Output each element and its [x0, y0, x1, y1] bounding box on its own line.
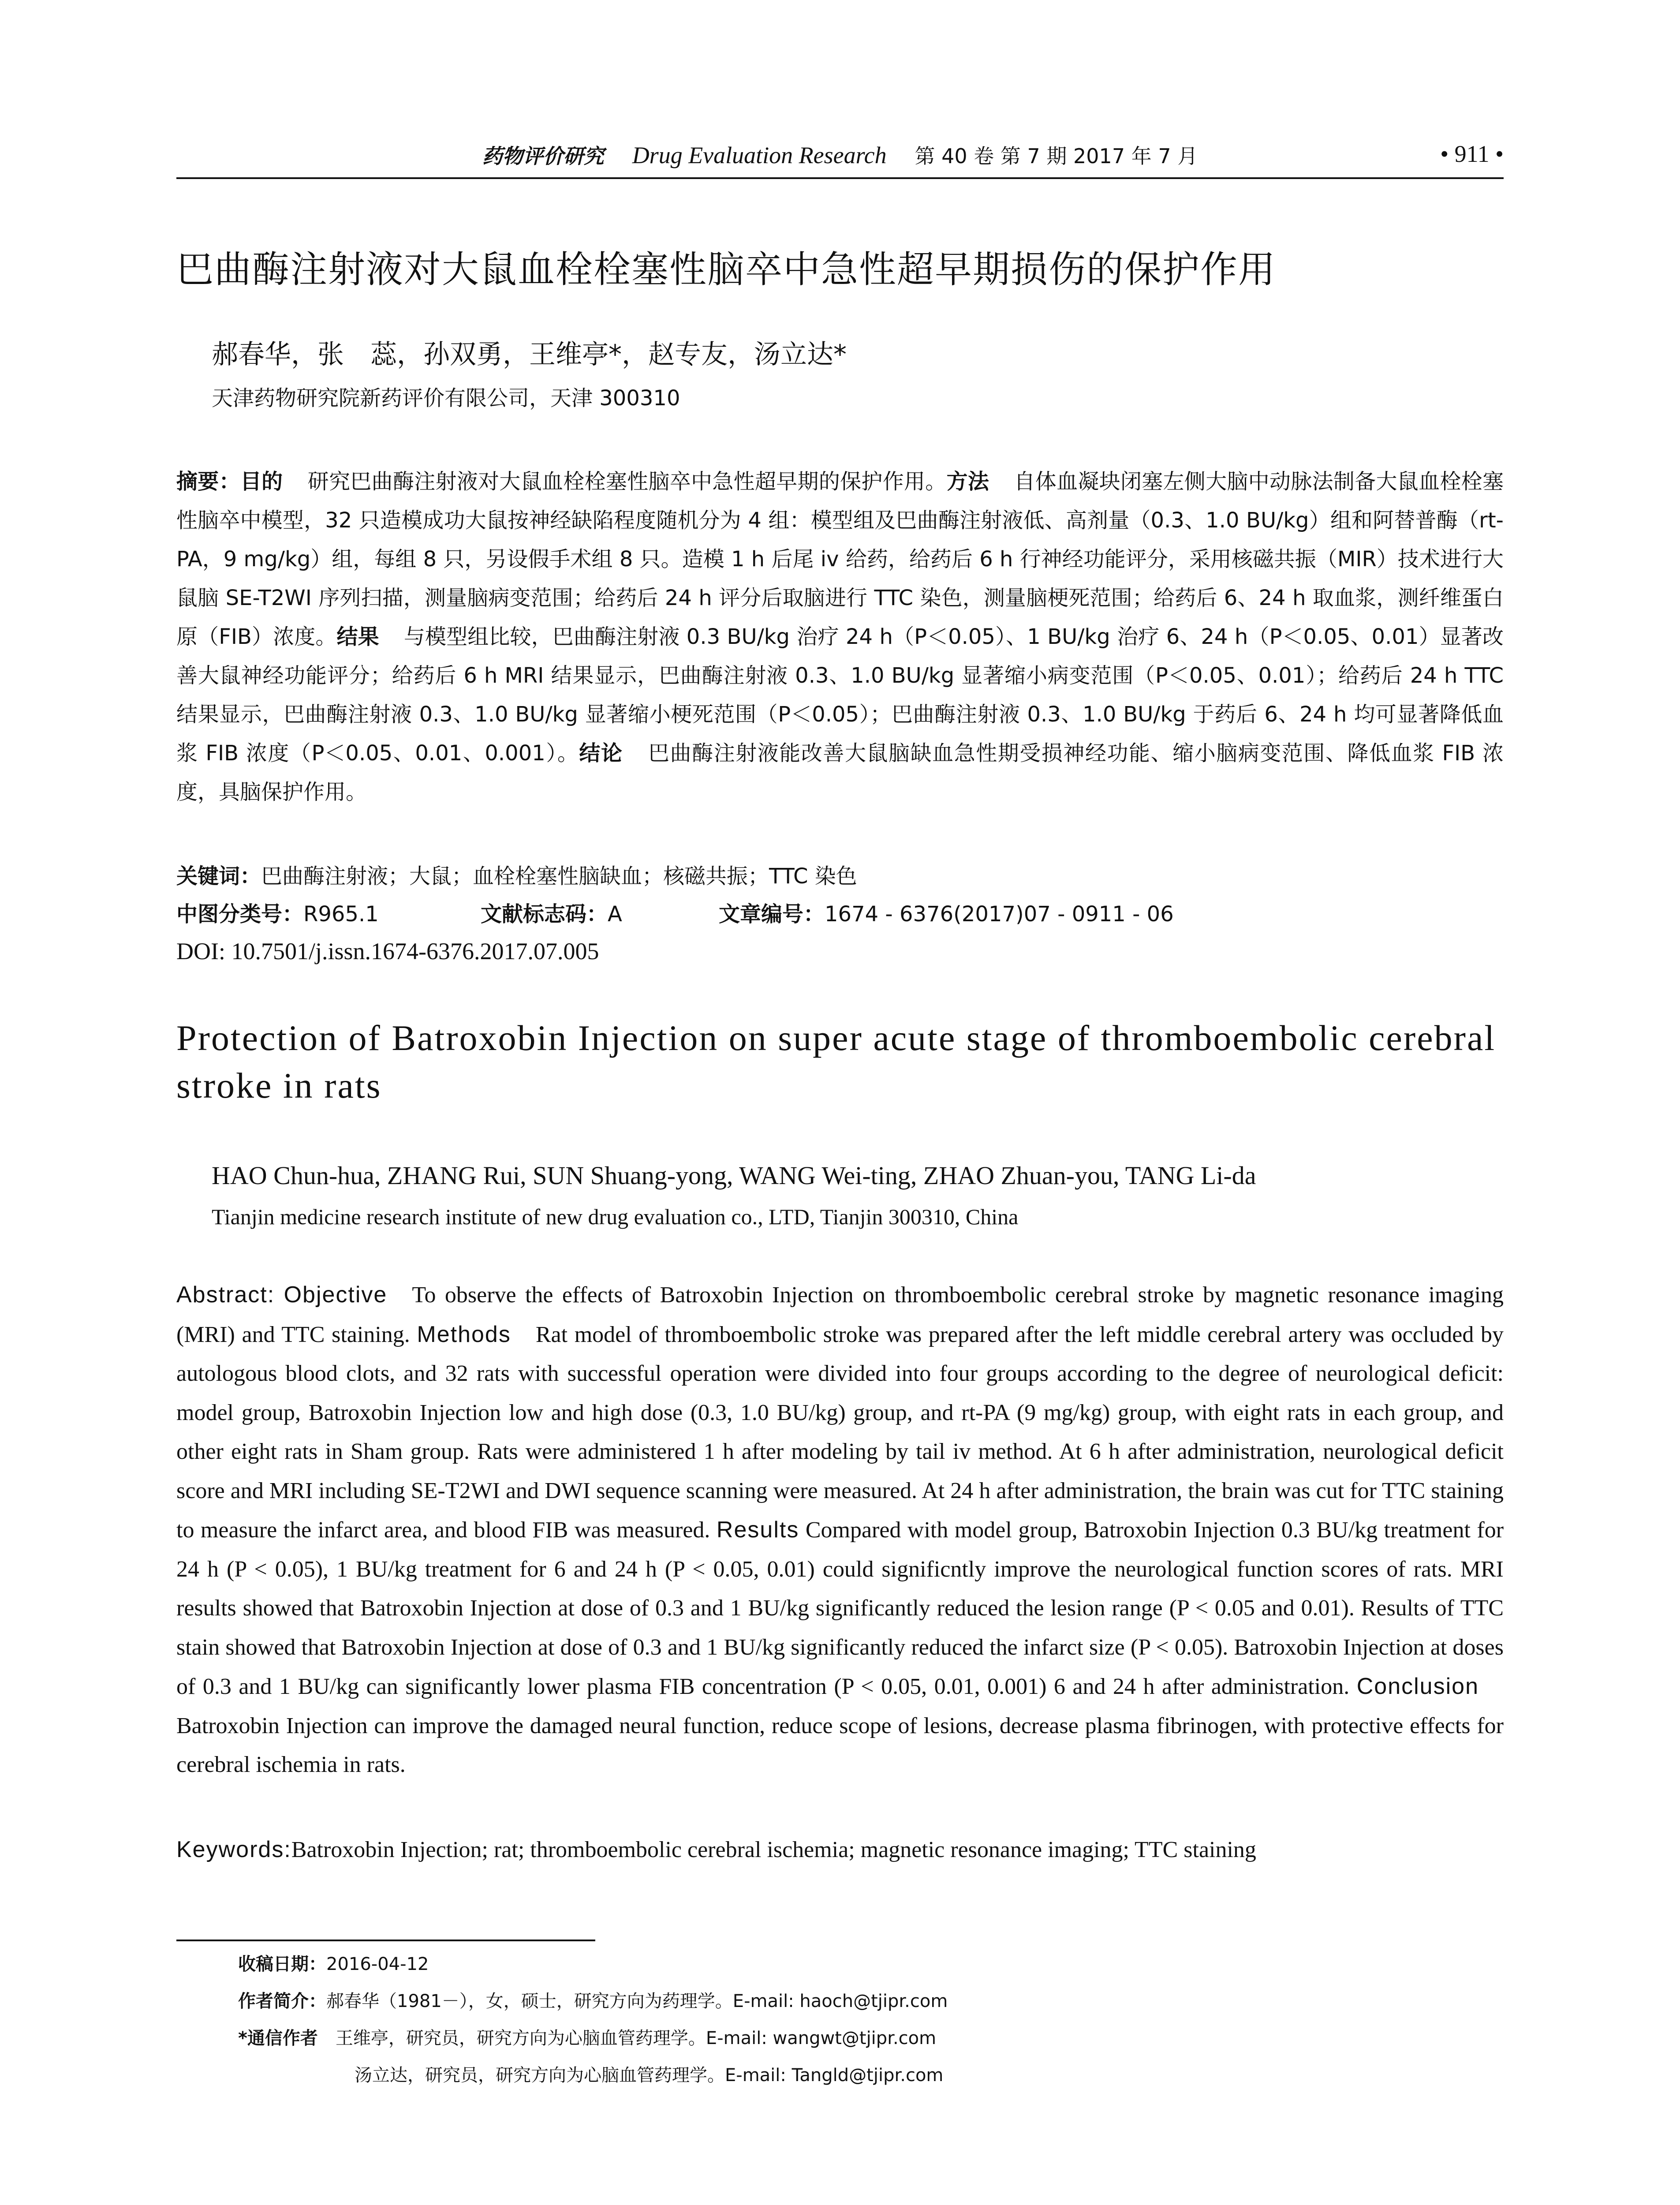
running-header — [176, 140, 1504, 180]
article-no-value: 1674 - 6376(2017)07 - 0911 - 06 — [825, 902, 1174, 927]
keywords-cn-text: 巴曲酶注射液；大鼠；血栓栓塞性脑缺血；核磁共振；TTC 染色 — [261, 864, 857, 889]
author-bio: 郝春华（1981－），女，硕士，研究方向为药理学。E-mail: haoch@tjipr.com — [326, 1991, 948, 2011]
abstract-cn-methods: 自体血凝块闭塞左侧大脑中动脉法制备大鼠血栓栓塞性脑卒中模型，32 只造模成功大鼠按神经缺陷程度随机分为 4 组：模型组及巴曲酶注射液低、高剂量（0.3、1.0 BU/kg）组和阿替普酶（rt-PA，9 mg/kg）组，每组 8 只，另设假手术组 8 只。造模 1 h 后尾 iv 给药，给药后 6 h 行神经功能评分，采用核磁共振（MIR）技术进行大鼠脑 SE-T2WI 序列扫描，测量脑病变范围；给药后 24 h 评分后取脑进行 TTC 染色，测量脑梗死范围；给药后 6、24 h 取血浆，测纤维蛋白原（FIB）浓度。 — [176, 469, 1504, 649]
authors-cn: 郝春华，张 蕊，孙双勇，王维亭*，赵专友，汤立达* — [212, 339, 847, 370]
keywords-en-label: Keywords: — [176, 1837, 291, 1862]
journal-issue: 第 40 卷 第 7 期 2017 年 7 月 — [915, 144, 1198, 168]
article-title-cn: 巴曲酶注射液对大鼠血栓栓塞性脑卒中急性超早期损伤的保护作用 — [176, 248, 1277, 291]
keywords-en-text: Batroxobin Injection; rat; thromboembolic cerebral ischemia; magnetic resonance imaging; TTC staining — [291, 1837, 1256, 1862]
affiliation-cn: 天津药物研究院新药评价有限公司，天津 300310 — [212, 386, 680, 411]
journal-logo-cn: 药物评价研究 — [482, 144, 604, 168]
abstract-en-methods: Rat model of thromboembolic stroke was prepared after the left middle cerebral artery was occluded by autologous blood clots, and 32 rats with successful operation were divided into four groups according to the degree of neurological deficit: model group, Batroxobin Injection low and high dose (0.3, 1.0 BU/kg) group, and rt-PA (9 mg/kg) group, with eight rats in each group, and other eight rats in Sham group. Rats were administered 1 h after modeling by tail iv method. At 6 h after administration, neurological deficit score and MRI including SE-T2WI and DWI sequence scanning were measured. At 24 h after administration, the brain was cut for TTC staining to measure the infarct area, and blood FIB was measured. — [176, 1322, 1504, 1543]
footnotes — [238, 1946, 948, 2094]
abstract-cn-objective: 研究巴曲酶注射液对大鼠血栓栓塞性脑卒中急性超早期的保护作用。 — [307, 469, 947, 494]
corresponding-author-1: 王维亭，研究员，研究方向为心脑血管药理学。E-mail: wangwt@tjipr.com — [335, 2028, 937, 2048]
footnote-author — [238, 1983, 948, 2020]
author-bio-label: 作者简介： — [238, 1991, 326, 2011]
affiliation-en: Tianjin medicine research institute of new drug evaluation co., LTD, Tianjin 300310, China — [212, 1204, 1019, 1229]
received-label: 收稿日期： — [238, 1954, 326, 1974]
page-number: • 911 • — [1440, 141, 1504, 167]
abstract-en-objective: To observe the effects of Batroxobin Injection on thromboembolic cerebral stroke by magnetic resonance imaging (MRI) and TTC staining. — [176, 1282, 1504, 1347]
abstract-en-label: Abstract: — [176, 1282, 275, 1308]
abstract-cn-objective-label: 目的 — [240, 469, 283, 494]
classification-line — [176, 899, 1504, 930]
abstract-cn-results-label: 结果 — [336, 624, 379, 649]
corresponding-author-2: 汤立达，研究员，研究方向为心脑血管药理学。E-mail: Tangld@tjipr.com — [355, 2065, 944, 2085]
keywords-en — [176, 1830, 1504, 1869]
received-date: 2016-04-12 — [326, 1954, 429, 1974]
abstract-en-conclusion: Batroxobin Injection can improve the damaged neural function, reduce scope of lesions, decrease plasma fibrinogen, with protective effects for cerebral ischemia in rats. — [176, 1713, 1504, 1777]
abstract-cn-conclusion-label: 结论 — [579, 741, 623, 766]
abstract-cn-results: 与模型组比较，巴曲酶注射液 0.3 BU/kg 治疗 24 h（P＜0.05）、1 BU/kg 治疗 6、24 h（P＜0.05、0.01）显著改善大鼠神经功能评分；给药后 6 h MRI 结果显示，巴曲酶注射液 0.3、1.0 BU/kg 显著缩小病变范围（P＜0.05、0.01）；给药后 24 h TTC 结果显示，巴曲酶注射液 0.3、1.0 BU/kg 显著缩小梗死范围（P＜0.05）；巴曲酶注射液 0.3、1.0 BU/kg 于药后 6、24 h 均可显著降低血浆 FIB 浓度（P＜0.05、0.01、0.001）。 — [176, 624, 1504, 766]
abstract-en-conclusion-label: Conclusion — [1356, 1674, 1479, 1699]
footnote-corresponding-2 — [238, 2057, 948, 2094]
article-title-en: Protection of Batroxobin Injection on super acute stage of thromboembolic cerebral stroke in rats — [176, 1018, 1496, 1106]
keywords-cn — [176, 861, 1504, 892]
article-no-label: 文章编号： — [719, 902, 825, 927]
running-header-text — [176, 140, 1504, 169]
abstract-cn-methods-label: 方法 — [946, 469, 989, 494]
authors-en: HAO Chun-hua, ZHANG Rui, SUN Shuang-yong, WANG Wei-ting, ZHAO Zhuan-you, TANG Li-da — [212, 1161, 1256, 1190]
corresponding-label: *通信作者 — [238, 2028, 318, 2048]
abstract-cn-conclusion: 巴曲酶注射液能改善大鼠脑缺血急性期受损神经功能、缩小脑病变范围、降低血浆 FIB 浓度，具脑保护作用。 — [176, 741, 1504, 804]
abstract-en-results-label: Results — [716, 1517, 799, 1543]
abstract-en — [176, 1275, 1504, 1785]
journal-name-en: Drug Evaluation Research — [632, 142, 887, 168]
abstract-en-results: Compared with model group, Batroxobin Injection 0.3 BU/kg treatment for 24 h (P < 0.05), 1 BU/kg treatment for 6 and 24 h (P < 0.05, 0.01) could significntly improve the neurological function scores of rats. MRI results showed that Batroxobin Injection at dose of 0.3 and 1 BU/kg significantly reduced the lesion range (P < 0.05 and 0.01). Results of TTC stain showed that Batroxobin Injection at dose of 0.3 and 1 BU/kg significantly reduced the infarct size (P < 0.05). Batroxobin Injection at doses of 0.3 and 1 BU/kg can significantly lower plasma FIB concentration (P < 0.05, 0.01, 0.001) 6 and 24 h after administration. — [176, 1517, 1504, 1699]
clc-label: 中图分类号： — [176, 902, 304, 927]
footnote-received — [238, 1946, 948, 1983]
header-rule — [176, 177, 1504, 179]
keywords-cn-label: 关键词： — [176, 864, 261, 889]
footnote-corresponding — [238, 2020, 948, 2057]
clc-value: R965.1 — [303, 902, 379, 927]
abstract-en-methods-label: Methods — [417, 1321, 511, 1347]
abstract-cn-label: 摘要： — [176, 469, 240, 494]
doi: DOI: 10.7501/j.issn.1674-6376.2017.07.005 — [176, 938, 599, 964]
doc-code-value: A — [608, 902, 622, 927]
doc-code-label: 文献标志码： — [481, 902, 608, 927]
abstract-en-objective-label: Objective — [284, 1282, 388, 1308]
abstract-cn — [176, 462, 1504, 811]
footnote-rule — [176, 1940, 595, 1941]
